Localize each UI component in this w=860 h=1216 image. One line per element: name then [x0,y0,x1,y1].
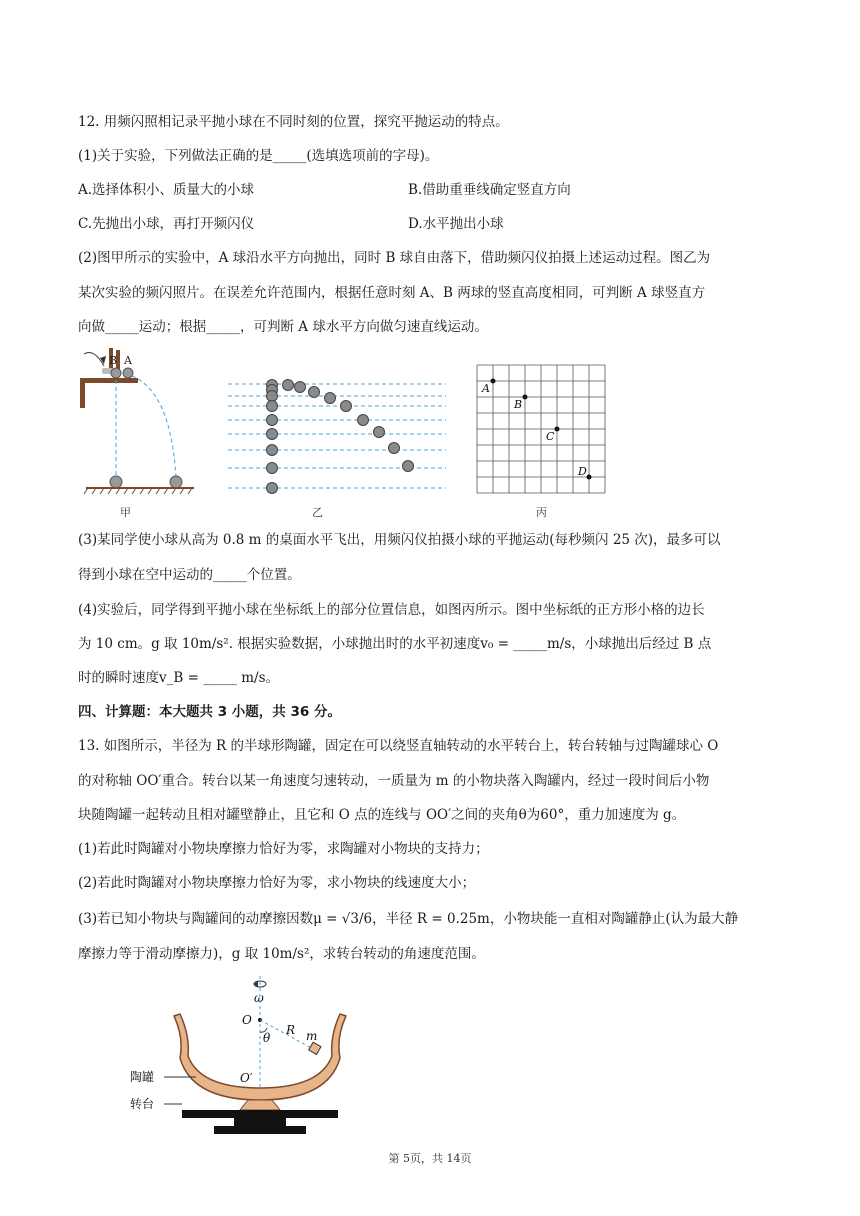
arrow-head [100,356,106,364]
figure-q13-bowl [130,976,360,1141]
q12-part4-line1: (4)实验后，同学得到平抛小球在坐标纸上的部分位置信息，如图丙所示。图中坐标纸的正方形小格的边长 [78,602,705,618]
figure-jia [76,342,206,502]
q12-part4-line2: 为 10 cm。g 取 10m/s². 根据实验数据，小球抛出时的水平初速度v₀ = _____m/s，小球抛出后经过 B 点 [78,636,712,652]
o-prime-label: O′ [240,1071,253,1085]
q13-line3: 块随陶罐一起转动且相对罐壁静止，且它和 O 点的连线与 OO′之间的夹角θ为60°，重力加速度为 g。 [78,807,686,823]
option-b: B.借助重垂线确定竖直方向 [408,182,571,198]
label-point-c: C [546,430,555,443]
q12-part3-line2: 得到小球在空中运动的_____个位置。 [78,567,301,583]
q12-stem: 12. 用频闪照相记录平抛小球在不同时刻的位置，探究平抛运动的特点。 [78,114,509,130]
label-point-a: A [482,382,490,395]
turntable-top [182,1110,338,1118]
a-parabola-path [132,376,176,478]
option-c: C.先抛出小球，再打开频闪仪 [78,216,255,232]
point-b [523,395,528,400]
page-footer: 第 5页，共 14页 [388,1152,472,1165]
ball-b [111,368,121,378]
q13-sub3-line2: 摩擦力等于滑动摩擦力)，g 取 10m/s²，求转台转动的角速度范围。 [78,946,485,962]
ball-a [123,368,133,378]
r-label: R [286,1023,296,1037]
figure-yi [226,376,448,498]
label-point-b: B [514,398,523,411]
platform-support [80,378,85,408]
q12-part1: (1)关于实验，下列做法正确的是_____(选填选项前的字母)。 [78,148,439,164]
ball-a-landed [170,476,182,488]
q12-part3-line1: (3)某同学使小球从高为 0.8 m 的桌面水平飞出，用频闪仪拍摄小球的平抛运动(每秒频闪 25 次)，最多可以 [78,532,721,548]
theta-label: θ [263,1031,271,1045]
turntable-shaft [234,1118,286,1126]
label-fig-jia: 甲 [120,506,131,519]
option-d: D.水平抛出小球 [408,216,504,232]
free-fall-balls [267,380,278,494]
q12-part2-line3: 向做_____运动；根据_____，可判断 A 球水平方向做匀速直线运动。 [78,319,488,335]
section-heading: 四、计算题：本大题共 3 小题，共 36 分。 [78,704,341,720]
q13-line2: 的对称轴 OO′重合。转台以某一角速度匀速转动，一质量为 m 的小物块落入陶罐内，经过一段时间后小物 [78,773,710,789]
q12-options-row1 [78,180,778,200]
q13-sub1: (1)若此时陶罐对小物块摩擦力恰好为零，求陶罐对小物块的支持力； [78,841,489,857]
q12-options-row2 [78,214,778,234]
q13-sub2: (2)若此时陶罐对小物块摩擦力恰好为零，求小物块的线速度大小； [78,875,476,891]
figure-bing-grid [476,364,606,494]
platform [80,378,138,383]
bowl-label: 陶罐 [130,1070,155,1084]
label-fig-yi: 乙 [312,506,323,519]
projectile-balls [283,380,414,472]
ball-b-landed [110,476,122,488]
turntable-label: 转台 [130,1097,155,1111]
point-d [587,475,592,480]
q12-part2-line1: (2)图甲所示的实验中，A 球沿水平方向抛出，同时 B 球自由落下，借助频闪仪拍摄上述运动过程。图乙为 [78,250,711,266]
label-point-d: D [578,465,587,478]
label-a: A [124,354,132,367]
label-b: B [109,354,118,367]
q12-part4-line3: 时的瞬时速度v_B = _____ m/s。 [78,670,280,686]
m-label: m [306,1029,318,1043]
point-c [555,427,560,432]
q12-part2-line2: 某次实验的频闪照片。在误差允许范围内，根据任意时刻 A、B 两球的竖直高度相同，可判断 A 球竖直方 [78,285,706,301]
omega-label: ω [254,991,264,1005]
dashed-level-lines [228,384,446,488]
o-label: O [242,1013,252,1027]
label-fig-bing: 丙 [536,506,547,519]
turntable-base [214,1126,306,1134]
q13-line1: 13. 如图所示，半径为 R 的半球形陶罐，固定在可以绕竖直轴转动的水平转台上，转台转轴与过陶罐球心 O [78,738,719,754]
bowl-foot [240,1100,280,1110]
option-a: A.选择体积小、质量大的小球 [78,182,255,198]
q13-sub3-line1: (3)若已知小物块与陶罐间的动摩擦因数μ = √3/6，半径 R = 0.25m，小物块能一直相对陶罐静止(认为最大静 [78,911,739,927]
small-block [309,1042,321,1054]
point-a [491,379,496,384]
